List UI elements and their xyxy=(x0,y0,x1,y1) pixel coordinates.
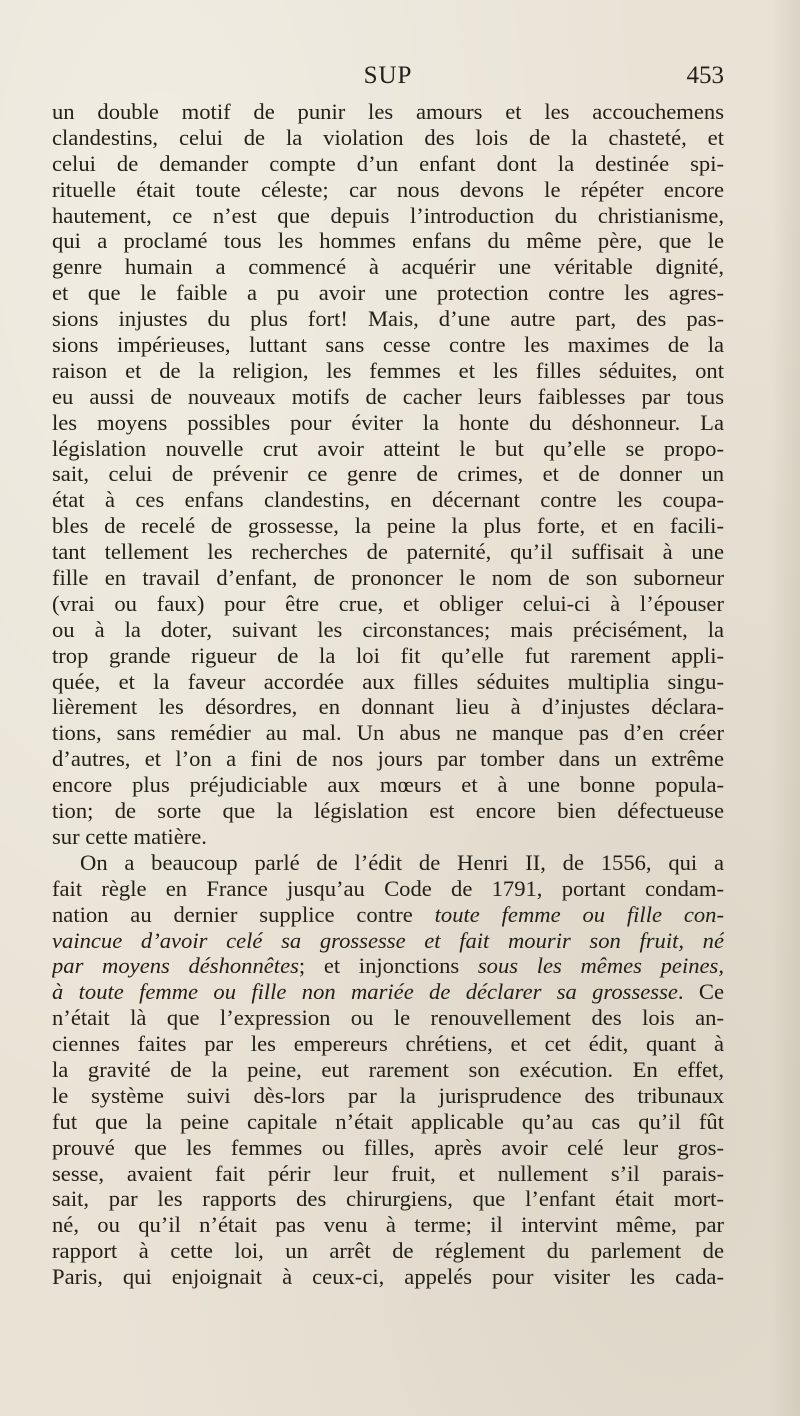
text-line xyxy=(52,850,724,876)
text-span: Paris, qui enjoignait à ceux-ci, appelés pour visiter les cada- xyxy=(52,1264,724,1290)
text-span: sait, par les rapports des chirurgiens, que l’enfant était mort- xyxy=(52,1186,724,1212)
text-span: état à ces enfans clandestins, en décernant contre les coupa- xyxy=(52,487,724,513)
text-line xyxy=(52,928,724,954)
text-line xyxy=(52,617,724,643)
text-line xyxy=(52,203,724,229)
text-line xyxy=(52,280,724,306)
text-span: fille en travail d’enfant, de prononcer le nom de son suborneur xyxy=(52,565,724,591)
text-span: genre humain a commencé à acquérir une véritable dignité, xyxy=(52,254,724,280)
text-span: fut que la peine capitale n’était applicable qu’au cas qu’il fût xyxy=(52,1108,724,1134)
italic-text: à toute femme ou fille non mariée de déclarer sa grossesse xyxy=(52,979,678,1005)
text-span: eu aussi de nouveaux motifs de cacher leurs faiblesses par tous xyxy=(52,383,724,409)
text-line xyxy=(52,694,724,720)
text-span: la gravité de la peine, eut rarement son exécution. En effet, xyxy=(52,1056,724,1082)
text-span: ou à la doter, suivant les circonstances; mais précisément, la xyxy=(52,616,724,642)
text-line xyxy=(52,151,724,177)
text-line xyxy=(52,1005,724,1031)
text-span: les moyens possibles pour éviter la honte du déshonneur. La xyxy=(52,409,724,435)
text-span: bles de recelé de grossesse, la peine la plus forte, et en facili- xyxy=(52,513,724,539)
text-line xyxy=(52,1264,724,1290)
text-span: né, ou qu’il n’était pas venu à terme; il intervint même, par xyxy=(52,1212,724,1238)
text-line xyxy=(52,1083,724,1109)
text-span: On a beaucoup parlé de l’édit de Henri II, de 1556, qui a xyxy=(80,849,724,875)
text-span: prouvé que les femmes ou filles, après avoir celé leur gros- xyxy=(52,1134,724,1160)
text-span: qui a proclamé tous les hommes enfans du même père, que le xyxy=(52,228,724,254)
text-span: trop grande rigueur de la loi fit qu’elle fut rarement appli- xyxy=(52,642,724,668)
italic-text: toute femme ou fille con- xyxy=(434,901,724,927)
text-span: rituelle était toute céleste; car nous devons le répéter encore xyxy=(52,176,724,202)
text-line xyxy=(52,565,724,591)
text-line xyxy=(52,746,724,772)
text-span: sions impérieuses, luttant sans cesse contre les maximes de la xyxy=(52,332,724,358)
text-span: encore plus préjudiciable aux mœurs et à une bonne popula- xyxy=(52,772,724,798)
text-line xyxy=(52,99,724,125)
text-line xyxy=(52,358,724,384)
text-line xyxy=(52,125,724,151)
text-span: sur cette matière. xyxy=(52,823,207,849)
text-span: d’autres, et l’on a fini de nos jours par tomber dans un extrême xyxy=(52,746,724,772)
text-line xyxy=(52,643,724,669)
text-line xyxy=(52,669,724,695)
text-line xyxy=(52,591,724,617)
text-span: lièrement les désordres, en donnant lieu à d’injustes déclara- xyxy=(52,694,724,720)
text-span: fait règle en France jusqu’au Code de 1791, portant condam- xyxy=(52,875,724,901)
text-line xyxy=(52,902,724,928)
text-line xyxy=(52,1031,724,1057)
text-span: clandestins, celui de la violation des lois de la chasteté, et xyxy=(52,124,724,150)
running-head: SUP xyxy=(363,62,413,89)
text-span: rapport à cette loi, un arrêt de réglement du parlement de xyxy=(52,1238,724,1264)
text-line xyxy=(52,254,724,280)
text-span: sions injustes du plus fort! Mais, d’une autre part, des pas- xyxy=(52,306,724,332)
text-line xyxy=(52,824,724,850)
text-line xyxy=(52,177,724,203)
text-span: (vrai ou faux) pour être crue, et obliger celui-ci à l’épouser xyxy=(52,590,724,616)
text-line xyxy=(52,876,724,902)
italic-text: vaincue d’avoir celé sa grossesse et fait mourir son fruit, né xyxy=(52,927,724,953)
text-line xyxy=(52,306,724,332)
text-line xyxy=(52,1109,724,1135)
text-span: quée, et la faveur accordée aux filles séduites multiplia singu- xyxy=(52,668,724,694)
text-line xyxy=(52,436,724,462)
body-text xyxy=(52,99,724,1290)
text-line xyxy=(52,410,724,436)
text-span: le système suivi dès-lors par la jurisprudence des tribunaux xyxy=(52,1082,724,1108)
text-span: tions, sans remédier au mal. Un abus ne manque pas d’en créer xyxy=(52,720,724,746)
page-header xyxy=(52,62,724,96)
text-line xyxy=(52,1212,724,1238)
page-number: 453 xyxy=(686,62,724,89)
text-span: nation au dernier supplice contre xyxy=(52,901,435,927)
text-line xyxy=(52,461,724,487)
text-line xyxy=(52,1186,724,1212)
text-span: tion; de sorte que la législation est encore bien défectueuse xyxy=(52,798,724,824)
text-line xyxy=(52,953,724,979)
text-line xyxy=(52,513,724,539)
text-line xyxy=(52,798,724,824)
text-span: et que le faible a pu avoir une protection contre les agres- xyxy=(52,280,724,306)
text-line xyxy=(52,332,724,358)
text-line xyxy=(52,1135,724,1161)
text-span: un double motif de punir les amours et les accouchemens xyxy=(52,99,724,124)
text-span: ciennes faites par les empereurs chrétiens, et cet édit, quant à xyxy=(52,1031,724,1057)
text-line xyxy=(52,384,724,410)
text-line xyxy=(52,487,724,513)
text-line xyxy=(52,1238,724,1264)
text-span: hautement, ce n’est que depuis l’introduction du christianisme, xyxy=(52,202,724,228)
text-span: ; et injonctions xyxy=(298,953,478,979)
text-line xyxy=(52,772,724,798)
text-line xyxy=(52,1161,724,1187)
page-edge-shadow xyxy=(770,0,800,1416)
text-span: sait, celui de prévenir ce genre de crimes, et de donner un xyxy=(52,461,724,487)
text-line xyxy=(52,979,724,1005)
text-span: celui de demander compte d’un enfant dont la destinée spi- xyxy=(52,150,724,176)
text-span: . Ce xyxy=(677,979,724,1005)
text-span: n’était là que l’expression ou le renouvellement des lois an- xyxy=(52,1005,724,1031)
text-span: sesse, avaient fait périr leur fruit, et nullement s’il parais- xyxy=(52,1160,724,1186)
italic-text: sous les mêmes peines, xyxy=(477,953,724,979)
text-line xyxy=(52,720,724,746)
text-line xyxy=(52,1057,724,1083)
text-line xyxy=(52,539,724,565)
text-span: raison et de la religion, les femmes et les filles séduites, ont xyxy=(52,357,724,383)
text-line xyxy=(52,228,724,254)
text-span: tant tellement les recherches de paternité, qu’il suffisait à une xyxy=(52,539,724,565)
italic-text: par moyens déshonnêtes xyxy=(52,953,299,979)
text-span: législation nouvelle crut avoir atteint le but qu’elle se propo- xyxy=(52,435,724,461)
